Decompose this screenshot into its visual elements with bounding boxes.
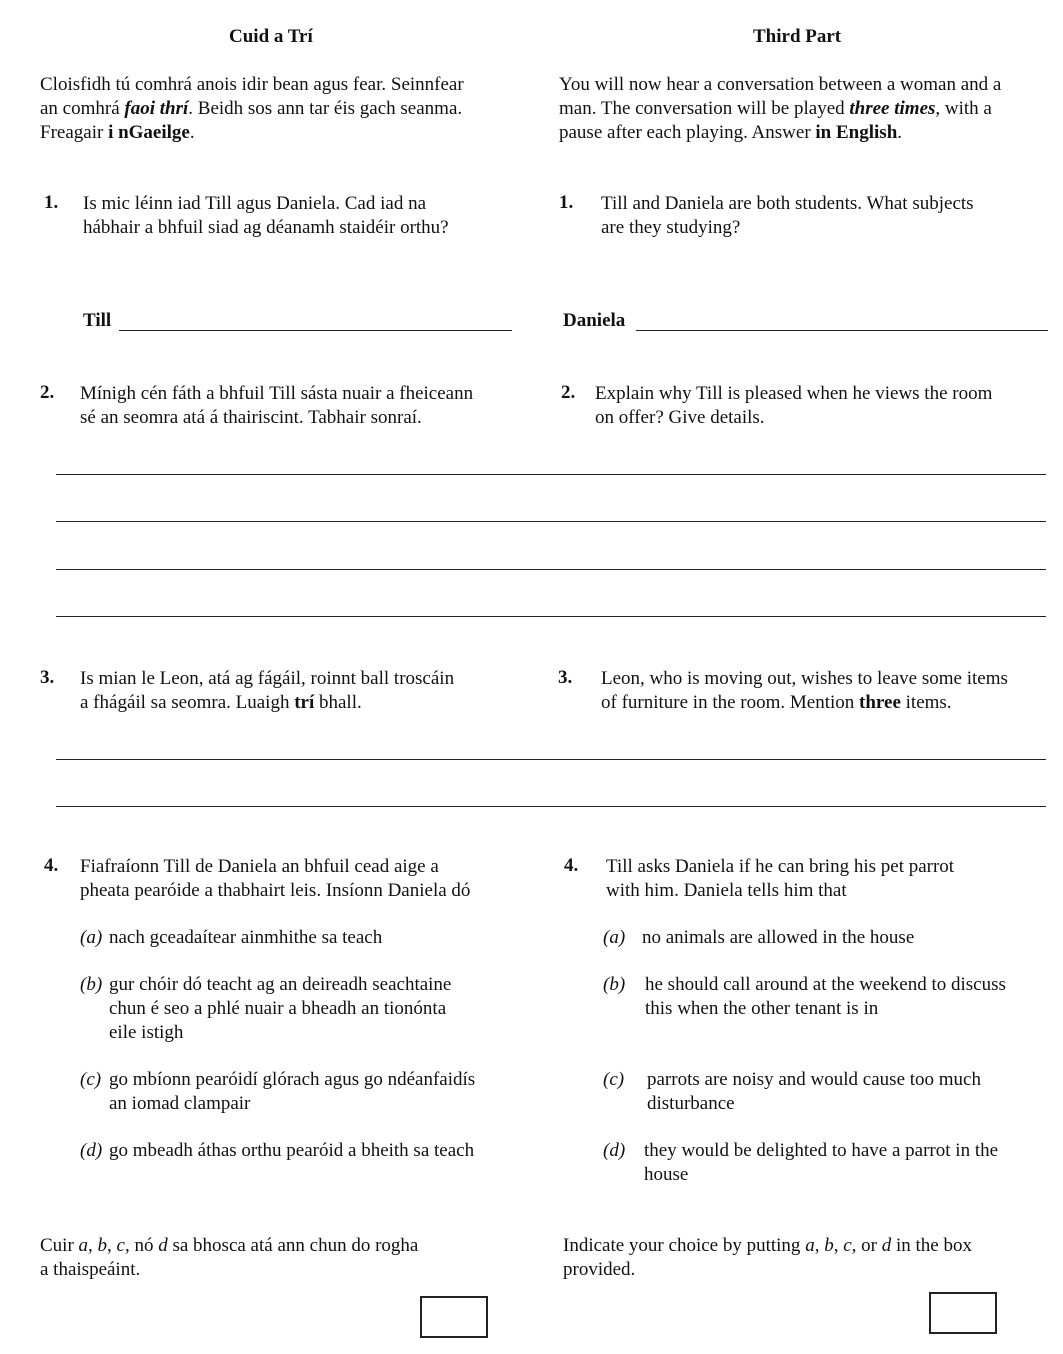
left-q1-number: 1.	[44, 192, 59, 213]
q2-answer-line[interactable]	[56, 474, 1046, 475]
left-intro-line1: Cloisfidh tú comhrá anois idir bean agus fear. Seinnfear	[40, 74, 464, 95]
q2-answer-line[interactable]	[56, 569, 1046, 570]
left-option-a-label: (a)	[80, 927, 103, 948]
right-option-c-label: (c)	[603, 1069, 625, 1090]
till-answer-line[interactable]	[119, 330, 512, 331]
left-q4-number: 4.	[44, 855, 59, 876]
left-q2-text: Mínigh cén fáth a bhfuil Till sásta nuair a fheiceann sé an seomra atá á thairiscint. Tabhair sonraí.	[80, 383, 474, 428]
left-option-d-label: (d)	[80, 1140, 103, 1161]
right-heading: Third Part	[753, 26, 842, 47]
left-intro-line2: an comhrá faoi thrí. Beidh sos ann tar éis gach seanma.	[40, 98, 463, 119]
right-q1-text: Till and Daniela are both students. What subjects are they studying?	[601, 193, 974, 238]
right-q4-number: 4.	[564, 855, 579, 876]
right-option-b-text: he should call around at the weekend to discuss this when the other tenant is in	[645, 974, 1006, 1019]
left-q2-number: 2.	[40, 382, 55, 403]
left-heading: Cuid a Trí	[229, 26, 313, 47]
right-option-c-text: parrots are noisy and would cause too much disturbance	[647, 1069, 981, 1114]
right-intro-line3: pause after each playing. Answer in English.	[559, 122, 903, 143]
q2-answer-line[interactable]	[56, 616, 1046, 617]
left-option-d-text: go mbeadh áthas orthu pearóid a bheith sa teach	[109, 1140, 475, 1161]
left-option-c-text: go mbíonn pearóidí glórach agus go ndéanfaidís an iomad clampair	[109, 1069, 476, 1114]
right-option-b-label: (b)	[603, 974, 626, 995]
left-instruction: Cuir a, b, c, nó d sa bhosca atá ann chun do rogha a thaispeáint.	[40, 1235, 419, 1280]
daniela-label: Daniela	[563, 310, 626, 331]
right-option-d-label: (d)	[603, 1140, 626, 1161]
left-answer-box[interactable]	[420, 1296, 488, 1338]
left-q3-number: 3.	[40, 667, 55, 688]
q3-answer-line[interactable]	[56, 806, 1046, 807]
right-intro-line2: man. The conversation will be played three times, with a	[559, 98, 992, 119]
right-q2-number: 2.	[561, 382, 576, 403]
till-label: Till	[83, 310, 112, 331]
daniela-answer-line[interactable]	[636, 330, 1048, 331]
right-q4-text: Till asks Daniela if he can bring his pet parrot with him. Daniela tells him that	[606, 856, 955, 901]
left-intro-line3: Freagair i nGaeilge.	[40, 122, 195, 143]
right-option-a-label: (a)	[603, 927, 626, 948]
right-q3-text: Leon, who is moving out, wishes to leave some items of furniture in the room. Mention three items.	[601, 668, 1008, 713]
right-q3-number: 3.	[558, 667, 573, 688]
right-intro-line1: You will now hear a conversation between a woman and a	[559, 74, 1002, 95]
right-answer-box[interactable]	[929, 1292, 997, 1334]
q2-answer-line[interactable]	[56, 521, 1046, 522]
right-option-d-text: they would be delighted to have a parrot in the house	[644, 1140, 999, 1185]
left-q1-text: Is mic léinn iad Till agus Daniela. Cad iad na hábhair a bhfuil siad ag déanamh staidéir orthu?	[83, 193, 449, 238]
right-option-a-text: no animals are allowed in the house	[642, 927, 915, 948]
left-q4-text: Fiafraíonn Till de Daniela an bhfuil cead aige a pheata pearóide a thabhairt leis. Insíonn Daniela dó	[80, 856, 471, 901]
left-option-b-text: gur chóir dó teacht ag an deireadh seachtaine chun é seo a phlé nuair a bheadh an tionónta eile istigh	[109, 974, 452, 1043]
left-option-a-text: nach gceadaítear ainmhithe sa teach	[109, 927, 383, 948]
right-q2-text: Explain why Till is pleased when he views the room on offer? Give details.	[595, 383, 993, 428]
right-instruction: Indicate your choice by putting a, b, c, or d in the box provided.	[563, 1235, 972, 1280]
left-intro	[40, 73, 464, 145]
left-option-c-label: (c)	[80, 1069, 102, 1090]
left-option-b-label: (b)	[80, 974, 103, 995]
q3-answer-line[interactable]	[56, 759, 1046, 760]
right-q1-number: 1.	[559, 192, 574, 213]
right-intro	[559, 73, 1001, 145]
left-q3-text: Is mian le Leon, atá ag fágáil, roinnt ball troscáin a fhágáil sa seomra. Luaigh trí bhall.	[80, 668, 455, 713]
